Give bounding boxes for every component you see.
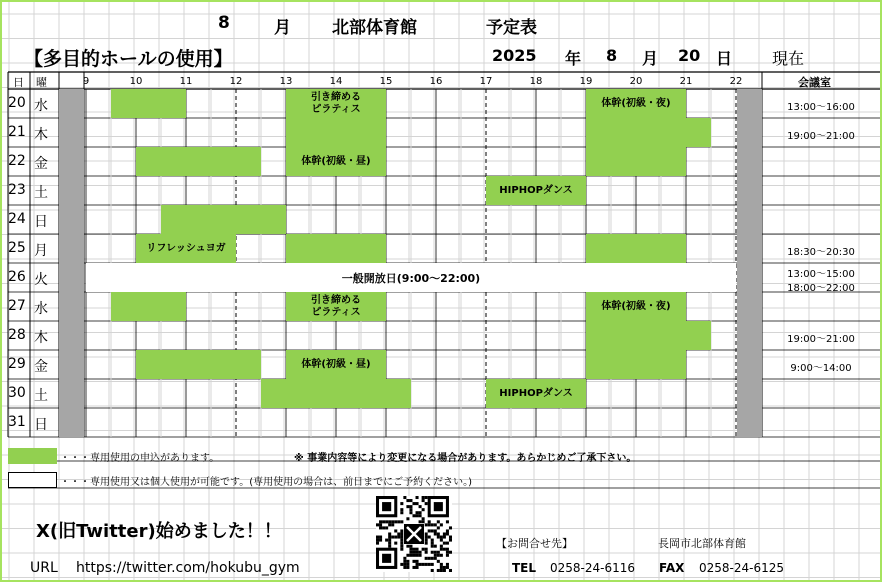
hour-label: 21 <box>679 76 693 87</box>
hour-label: 15 <box>379 76 393 87</box>
date-month-unit: 月 <box>642 49 659 68</box>
closed-column-cell <box>737 408 762 437</box>
row-weekday: 日 <box>34 214 48 230</box>
closed-column-cell <box>59 292 84 321</box>
date-day: 20 <box>678 46 701 65</box>
closed-column-cell <box>737 379 762 408</box>
url-label: URL <box>30 560 58 576</box>
meeting-time: 13:00～15:00 <box>787 269 855 280</box>
date-year: 2025 <box>492 46 537 65</box>
booking-block <box>161 205 286 234</box>
hour-label: 14 <box>329 76 343 87</box>
row-weekday: 月 <box>34 243 48 259</box>
hour-label: 10 <box>129 76 143 87</box>
row-day-number: 27 <box>8 298 26 314</box>
booking-label: リフレッシュヨガ <box>146 242 226 254</box>
legend-booked-text: ・・・専用使用の申込があります。 <box>60 453 220 464</box>
row-weekday: 金 <box>34 359 48 375</box>
row-day-number: 28 <box>8 327 26 343</box>
closed-column-cell <box>59 234 84 263</box>
booking-block <box>586 118 711 147</box>
x-logo-qr-code-icon <box>376 496 452 572</box>
title-facility: 北部体育館 <box>332 18 417 38</box>
closed-column-cell <box>59 408 84 437</box>
booking-block <box>286 292 386 321</box>
booking-block <box>586 89 686 118</box>
meeting-time: 18:30～20:30 <box>787 247 855 258</box>
fax-number: 0258-24-6125 <box>699 561 785 575</box>
booking-block <box>586 350 686 379</box>
row-day-number: 26 <box>8 269 26 285</box>
closed-column-cell <box>737 205 762 234</box>
tel-number: 0258-24-6116 <box>550 561 636 575</box>
row-weekday: 水 <box>34 301 48 317</box>
booking-block <box>286 350 386 379</box>
row-day-number: 20 <box>8 95 26 111</box>
booking-label: 体幹(初級・昼) <box>301 155 371 167</box>
booking-block <box>261 379 411 408</box>
closed-column-cell <box>737 234 762 263</box>
contact-name: 長岡市北部体育館 <box>658 537 746 550</box>
row-weekday: 水 <box>34 98 48 114</box>
title-month-unit: 月 <box>274 18 291 38</box>
row-weekday: 金 <box>34 156 48 172</box>
hour-label: 9 <box>82 76 90 87</box>
booking-block <box>136 234 236 263</box>
hour-label: 16 <box>429 76 443 87</box>
fax-label: FAX <box>659 561 685 575</box>
contact-label: 【お問合せ先】 <box>496 537 573 550</box>
title-month-number: 8 <box>218 13 230 33</box>
hour-label: 12 <box>229 76 243 87</box>
closed-column-cell <box>59 350 84 379</box>
legend-note: ※ 事業内容等により変更になる場合があります。あらかじめご了承下さい。 <box>294 453 637 464</box>
row-day-number: 30 <box>8 385 26 401</box>
hour-label: 17 <box>479 76 493 87</box>
booking-label: 体幹(初級・夜) <box>601 300 671 312</box>
row-day-number: 23 <box>8 182 26 198</box>
meeting-time: 19:00～21:00 <box>787 334 855 345</box>
row-weekday: 土 <box>34 388 48 404</box>
subtitle-hall: 【多目的ホールの使用】 <box>24 48 233 70</box>
row-day-number: 24 <box>8 211 26 227</box>
booking-block <box>586 321 711 350</box>
booking-block <box>486 379 586 408</box>
hour-label: 11 <box>179 76 193 87</box>
twitter-url[interactable]: https://twitter.com/hokubu_gym <box>76 560 300 576</box>
booking-block <box>111 89 186 118</box>
booking-block <box>586 292 686 321</box>
booking-label: HIPHOPダンス <box>499 387 573 399</box>
legend-free-swatch <box>8 472 57 488</box>
closed-column-cell <box>59 89 84 118</box>
closed-column-cell <box>59 379 84 408</box>
tel-label: TEL <box>512 561 537 575</box>
booking-label: 引き締める ピラティス <box>311 294 361 318</box>
row-day-number: 25 <box>8 240 26 256</box>
meeting-time: 19:00～21:00 <box>787 131 855 142</box>
row-weekday: 日 <box>34 417 48 433</box>
hour-label: 22 <box>729 76 743 87</box>
closed-column-cell <box>737 292 762 321</box>
date-month: 8 <box>606 46 618 65</box>
closed-column-cell <box>59 205 84 234</box>
booking-label: 引き締める ピラティス <box>311 91 361 115</box>
closed-column-cell <box>737 350 762 379</box>
booking-block <box>586 147 686 176</box>
col-meeting-room-header: 会議室 <box>798 76 831 89</box>
row-weekday: 火 <box>34 272 48 288</box>
closed-column-cell <box>59 147 84 176</box>
booking-block <box>136 350 261 379</box>
closed-column-cell <box>59 321 84 350</box>
open-day-band <box>86 263 736 292</box>
closed-column-cell <box>737 176 762 205</box>
row-weekday: 土 <box>34 185 48 201</box>
legend-free-text: ・・・専用使用又は個人使用が可能です。(専用使用の場合は、前日までにご予約ください。) <box>60 477 473 488</box>
col-weekday-header: 曜 <box>36 76 47 89</box>
closed-column-cell <box>59 118 84 147</box>
booking-block <box>486 176 586 205</box>
row-day-number: 22 <box>8 153 26 169</box>
closed-column-cell <box>737 147 762 176</box>
row-day-number: 21 <box>8 124 26 140</box>
row-day-number: 29 <box>8 356 26 372</box>
booking-block <box>136 147 261 176</box>
meeting-time: 13:00～16:00 <box>787 102 855 113</box>
booking-block <box>286 89 386 118</box>
closed-column-cell <box>737 118 762 147</box>
hour-label: 20 <box>629 76 643 87</box>
closed-column-cell <box>737 263 762 292</box>
row-weekday: 木 <box>34 127 48 143</box>
date-current-label: 現在 <box>772 49 805 68</box>
hour-label: 13 <box>279 76 293 87</box>
row-weekday: 木 <box>34 330 48 346</box>
legend-booked-swatch <box>8 448 57 464</box>
closed-column-cell <box>737 89 762 118</box>
row-day-number: 31 <box>8 414 26 430</box>
closed-column-cell <box>59 263 84 292</box>
twitter-announcement: X(旧Twitter)始めました！！ <box>36 521 282 542</box>
date-year-unit: 年 <box>565 49 582 68</box>
booking-block <box>286 147 386 176</box>
booking-label: HIPHOPダンス <box>499 184 573 196</box>
hour-label: 19 <box>579 76 593 87</box>
booking-block <box>286 234 386 263</box>
closed-column-cell <box>737 321 762 350</box>
booking-block <box>586 234 686 263</box>
title-schedule: 予定表 <box>486 18 537 38</box>
col-day-header: 日 <box>13 76 24 89</box>
booking-block <box>111 292 186 321</box>
meeting-time: 9:00～14:00 <box>790 363 852 374</box>
closed-column-cell <box>59 176 84 205</box>
date-day-unit: 日 <box>716 49 733 68</box>
booking-label: 体幹(初級・昼) <box>301 358 371 370</box>
hour-label: 18 <box>529 76 543 87</box>
booking-block <box>286 118 386 147</box>
open-day-label: 一般開放日(9:00～22:00) <box>341 271 481 285</box>
booking-label: 体幹(初級・夜) <box>601 97 671 109</box>
meeting-time: 18:00～22:00 <box>787 283 855 294</box>
